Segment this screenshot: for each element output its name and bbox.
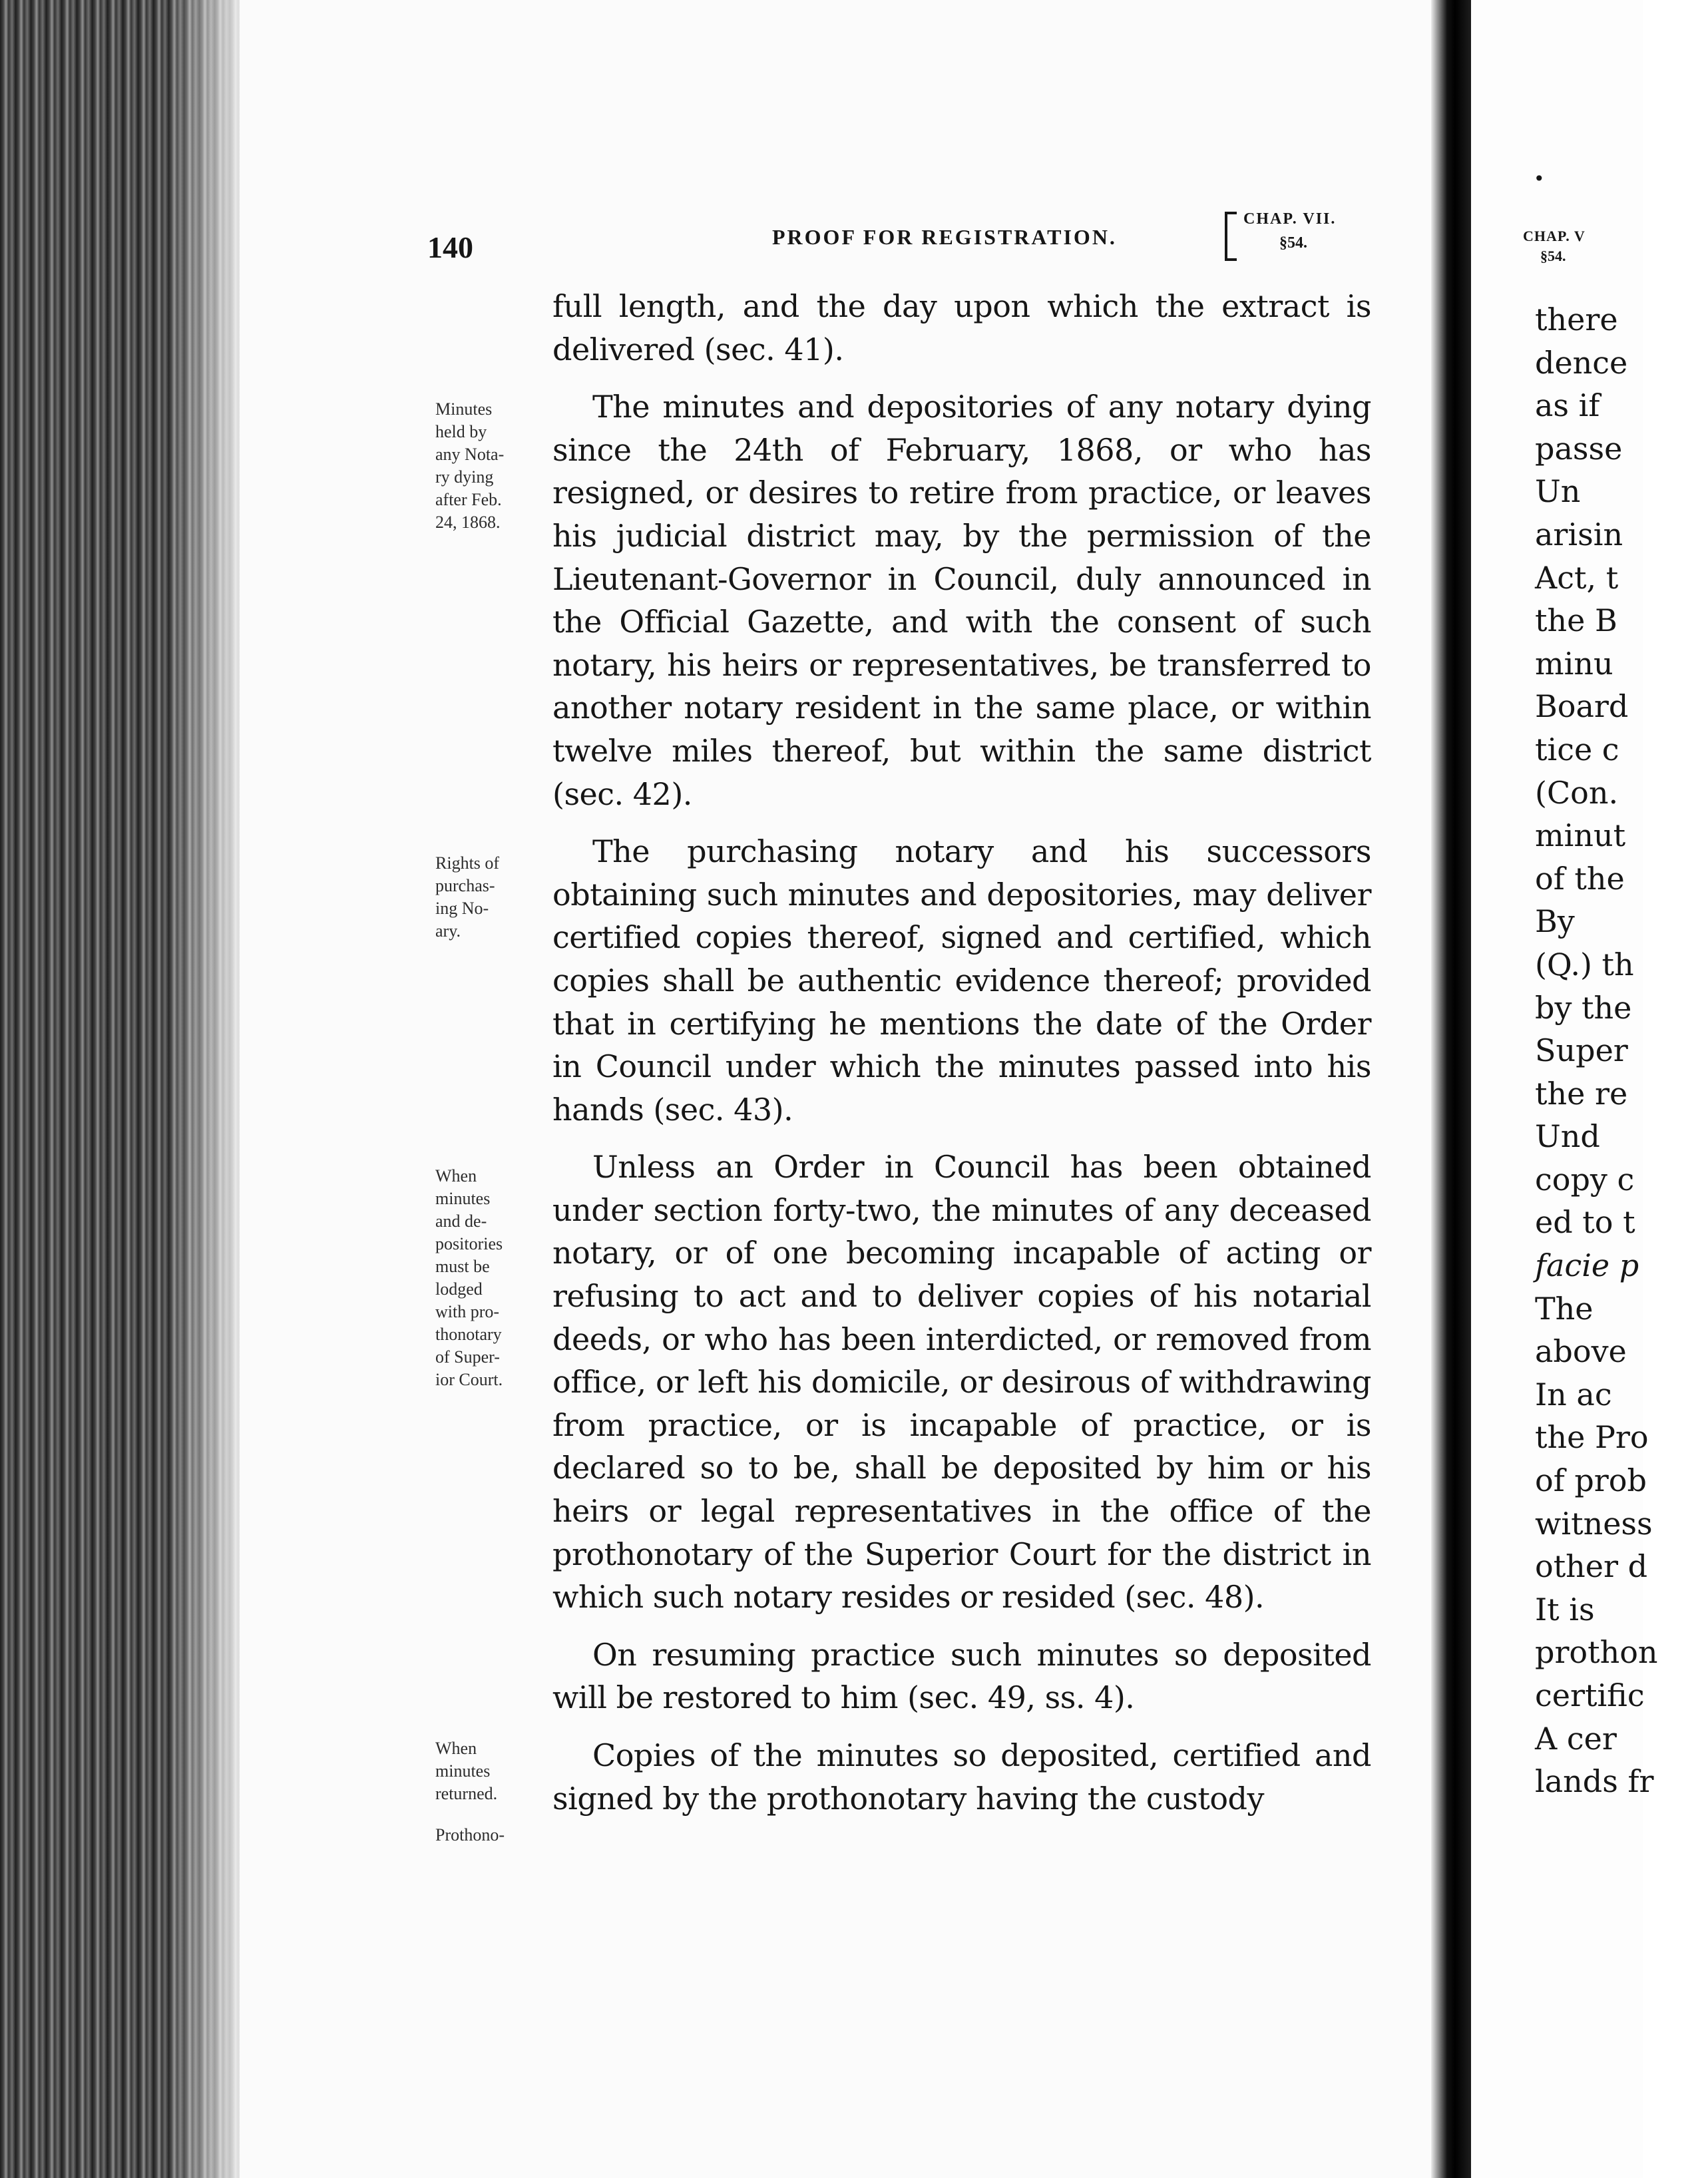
ink-dot: • (1534, 168, 1545, 190)
paragraph: On resuming practice such minutes so deposited will be restored to him (sec. 49, ss. 4). (552, 1636, 1371, 1716)
right-page-line: A cer (1535, 1720, 1617, 1757)
marginal-note-minutes-held (435, 398, 548, 534)
right-page-line: dence (1535, 344, 1628, 381)
right-page-line: Super (1535, 1032, 1628, 1069)
marginal-line: thonotary (435, 1325, 502, 1344)
marginal-line: ry dying (435, 467, 494, 487)
chapter-label: CHAP. VII. (1243, 210, 1337, 228)
right-page-line: (Q.) th (1535, 946, 1634, 982)
right-page-line: Un (1535, 473, 1581, 510)
right-page-line: In ac (1535, 1376, 1612, 1413)
right-page-line: tice c (1535, 731, 1619, 767)
right-page-line: above (1535, 1333, 1627, 1370)
marginal-note-lodged (435, 1165, 548, 1391)
right-page-line: prothon (1535, 1634, 1658, 1671)
marginal-line: positories (435, 1234, 503, 1253)
right-page-line: arisin (1535, 516, 1623, 552)
body-text (552, 285, 1371, 1835)
right-page-line: there (1535, 302, 1618, 337)
running-head (0, 0, 1431, 280)
right-page-line: facie p (1535, 1247, 1639, 1284)
right-page-line: the re (1535, 1075, 1628, 1112)
right-page-line: Act, t (1535, 559, 1619, 596)
right-page-line: The (1535, 1290, 1594, 1327)
marginal-line: When (435, 1166, 477, 1186)
right-chapter-label: CHAP. V (1523, 228, 1586, 244)
right-page-line: (Con. (1535, 774, 1619, 811)
right-page-line: Board (1535, 688, 1629, 725)
marginal-line: Minutes (435, 399, 493, 419)
marginal-line: must be (435, 1257, 490, 1276)
paragraph: Unless an Order in Council has been obtained under section forty-two, the minutes of any deceased notary, or of one becoming incapable of acting or refusing to act and to deliver copies of his notarial deeds, or who has been interdicted, or removed from office, or left his domicile, or desirous of withdrawing from practice, or is incapable of practice, or is declared so to be, shall be deposited by him or his heirs or legal representatives in the office of the prothonotary of the Superior Court for the district in which such notary resides or resided (sec. 48). (552, 1149, 1371, 1616)
marginal-line: minutes (435, 1761, 491, 1781)
right-page-line: other d (1535, 1548, 1648, 1585)
book-gutter (1431, 0, 1471, 2178)
right-page-line: of the (1535, 860, 1625, 897)
right-page-line: By (1535, 903, 1575, 940)
right-page-line: minu (1535, 645, 1613, 682)
paragraph: full length, and the day upon which the extract is delivered (sec. 41). (552, 288, 1371, 367)
right-page-line: It is (1535, 1591, 1595, 1628)
right-page-fragment (1471, 0, 1658, 2178)
marginal-line: When (435, 1739, 477, 1758)
right-page-text (1535, 298, 1708, 1803)
paragraph: Copies of the minutes so deposited, certified and signed by the prothonotary having the custody (552, 1737, 1371, 1817)
marginal-line: minutes (435, 1189, 491, 1208)
running-title: PROOF FOR REGISTRATION. (772, 225, 1117, 249)
right-page-line: the B (1535, 602, 1617, 639)
paragraph: The minutes and depositories of any notary dying since the 24th of February, 1868, or who has resigned, or desires to retire from practice, or leaves his judicial district may, by the permission of the Lieutenant-Governor in Council, duly announced in the Official Gazette, and with the consent of such notary, his heirs or representatives, be transferred to another notary resident in the same place, or within twelve miles thereof, but within the same district (sec. 42). (552, 389, 1371, 812)
marginal-line: after Feb. (435, 490, 502, 509)
right-page-line: passe (1535, 430, 1623, 467)
right-page-line: lands fr (1535, 1763, 1654, 1800)
right-page-line: ed to t (1535, 1204, 1635, 1241)
right-page-line: the Pro (1535, 1419, 1649, 1456)
marginal-line: with pro- (435, 1302, 500, 1321)
right-page-line: certific (1535, 1677, 1645, 1713)
marginal-line: ing No- (435, 899, 489, 918)
page-number: 140 (427, 230, 473, 264)
right-page-line: copy c (1535, 1161, 1635, 1198)
right-section-label: §54. (1540, 248, 1566, 264)
marginal-line: 24, 1868. (435, 513, 501, 532)
marginal-note-prothonotary (435, 1824, 548, 1847)
right-page-line: Und (1535, 1118, 1600, 1155)
right-page-line: of prob (1535, 1462, 1647, 1499)
right-page-line: by the (1535, 989, 1632, 1026)
marginal-note-rights (435, 852, 548, 943)
marginal-line: Prothono- (435, 1825, 505, 1845)
bracket-mark (1225, 212, 1237, 261)
paragraph: The purchasing notary and his successors obtaining such minutes and depositories, may deliver certified copies thereof, signed and certified, which copies shall be authentic evidence thereof; provided that in certifying he mentions the date of the Order in Council under which the minutes passed into his hands (sec. 43). (552, 833, 1371, 1128)
marginal-line: ary. (435, 921, 461, 941)
chapter-reference (1225, 212, 1358, 258)
marginal-line: returned. (435, 1784, 498, 1803)
marginal-line: any Nota- (435, 445, 505, 464)
right-page-line: minut (1535, 817, 1626, 854)
marginal-line: held by (435, 422, 487, 441)
marginal-note-returned (435, 1737, 548, 1805)
marginal-line: and de- (435, 1211, 487, 1231)
marginal-line: ior Court. (435, 1370, 503, 1389)
section-label: §54. (1279, 234, 1307, 252)
marginal-line: Rights of (435, 853, 500, 873)
right-page-line: as if (1535, 387, 1600, 424)
marginal-line: lodged (435, 1279, 483, 1299)
marginal-line: purchas- (435, 876, 495, 895)
right-page-line: witness (1535, 1505, 1653, 1542)
marginal-line: of Super- (435, 1347, 500, 1367)
page-edge-shadow (166, 0, 240, 2178)
